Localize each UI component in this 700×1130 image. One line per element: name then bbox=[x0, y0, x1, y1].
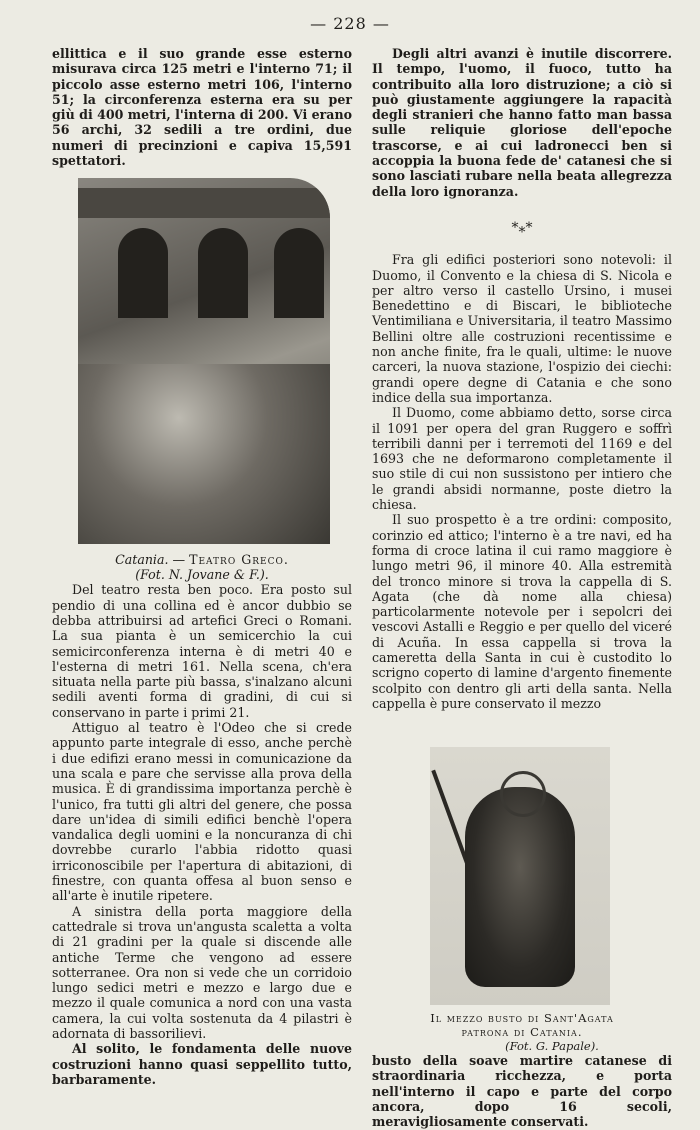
theatre-arch bbox=[198, 228, 248, 318]
theatre-caption bbox=[52, 552, 352, 582]
paragraph: A sinistra della porta maggiore della cattedrale si trova un'angusta scaletta a volta di 21 gradini per la quale si discende alle antiche Terme che vengono ad essere sotterranee. Ora non si vede che un corridoio lungo sedici metri e mezzo e largo due e mezzo il quale comunica a nord con una vasta camera, la cui volta sostenuta da 4 pilastri è adornata di bassorilievi. bbox=[52, 903, 352, 1041]
caption-title: Teatro Greco. bbox=[189, 552, 289, 568]
paragraph: Degli altri avanzi è inutile discorrere. Il tempo, l'uomo, il fuoco, tutto ha contribuito alla loro distruzione; a ciò si può giustamente aggiungere la rapacità degli stranieri che hanno fatto man bassa sulle reliquie gloriose dell'epoche trascorse, e ai cui ladronecci ben si accoppia la buona fede de' catanesi che si sono lasciati rubare nella beata allegrezza della loro ignoranza. bbox=[372, 46, 672, 199]
page-number: — 228 — bbox=[310, 14, 390, 33]
bust-caption bbox=[372, 1011, 672, 1053]
caption-credit: (Fot. G. Papale). bbox=[505, 1039, 599, 1054]
greek-theatre-photo bbox=[78, 178, 330, 544]
caption-line: patrona di Catania. bbox=[461, 1025, 583, 1040]
theatre-ground bbox=[78, 364, 330, 544]
paragraph: Del teatro resta ben poco. Era posto sul pendio di una collina ed è ancor dubbio se debba attribuirsi ad artefici Greci o Romani. La sua pianta è un semicerchio la cui semicirconferenza interna è di metri 40 e l'esterna di metri 161. Nella scena, ch'era situata nella parte più bassa, s'inalzano alcuni sedili aventi forma di gradini, di cui si conservano in parte i primi 21. bbox=[52, 582, 352, 720]
right-column bbox=[372, 46, 672, 1130]
paragraph: Il Duomo, come abbiamo detto, sorse circa il 1091 per opera del gran Ruggero e soffrì terribili danni per i terremoti del 1169 e del 1693 che ne deformarono completamente il suo stile di cui non sussistono per intiero che le grandi absidi normanne, poste dietro la chiesa. bbox=[372, 405, 672, 513]
paragraph: busto della soave martire catanese di straordinaria ricchezza, e porta nell'interno il capo e parte del corpo ancora, dopo 16 secoli, meravigliosamente conservati. bbox=[372, 1053, 672, 1130]
asterism: *⁎* bbox=[511, 219, 533, 236]
caption-credit: (Fot. N. Jovane & F.). bbox=[135, 567, 269, 583]
theatre-arch bbox=[274, 228, 324, 318]
paragraph: Attiguo al teatro è l'Odeo che si crede appunto parte integrale di esso, anche perchè i due edifizi erano messi in comunicazione da una scala e pare che servisse alla prova della musica. È di grandissima importanza perchè è l'unico, fra tutti gli altri del genere, che possa dare un'idea di simili edifici benchè l'opera vandalica degli uomini e la noncuranza di chi dovrebbe curarlo l'abbia ridotto quasi irriconoscibile per l'apertura di abitazioni, di finestre, con quanta offesa al buon senso e all'arte è inutile ripetere. bbox=[52, 720, 352, 904]
caption-line: Il mezzo busto di Sant'Agata bbox=[430, 1011, 614, 1026]
bust-figure bbox=[465, 787, 575, 987]
left-column bbox=[52, 46, 352, 1087]
paragraph: ellittica e il suo grande esse esterno misurava circa 125 metri e l'interno 71; il piccolo asse esterno metri 106, l'interno 51; la circonferenza esterna era su per giù di 400 metri, l'interna di 200. Vi erano 56 archi, 32 sedili a tre ordini, due numeri di precinzioni e capiva 15,591 spettatori. bbox=[52, 46, 352, 169]
paragraph: Fra gli edifici posteriori sono notevoli: il Duomo, il Convento e la chiesa di S. Nicola e per altro verso il castello Ursino, i musei Benedettino e di Biscari, le biblioteche Ventimiliana e Universitaria, il teatro Massimo Bellini oltre alle costruzioni recentissime e non anche finite, fra le quali, ultime: le nuove carceri, la nuova stazione, l'ospizio dei ciechi: grandi opere degne di Catania e che sono indice della sua importanza. bbox=[372, 252, 672, 405]
crown bbox=[500, 771, 546, 817]
caption-place: Catania. — bbox=[115, 552, 190, 568]
saint-agatha-bust-photo bbox=[430, 747, 610, 1005]
theatre-wall bbox=[78, 188, 330, 218]
theatre-arch bbox=[118, 228, 168, 318]
paragraph: Il suo prospetto è a tre ordini: composito, corinzio ed attico; l'interno è a tre navi, ed ha forma di croce latina il cui ramo maggiore è lungo metri 96, il minore 40. Alla estremità del tronco minore si trova la cappella di S. Agata (che dà nome alla chiesa) particolarmente notevole per i sepolcri dei vescovi Astalli e Reggio e per quello del viceré di Acuña. In essa cappella si trova la cameretta della Santa in cui è custodito lo scrigno coperto di lamine d'argento finemente scolpito con dentro gli arti della santa. Nella cappella è pure conservato il mezzo bbox=[372, 512, 672, 711]
paragraph: Al solito, le fondamenta delle nuove costruzioni hanno quasi seppellito tutto, barbaramente. bbox=[52, 1041, 352, 1087]
